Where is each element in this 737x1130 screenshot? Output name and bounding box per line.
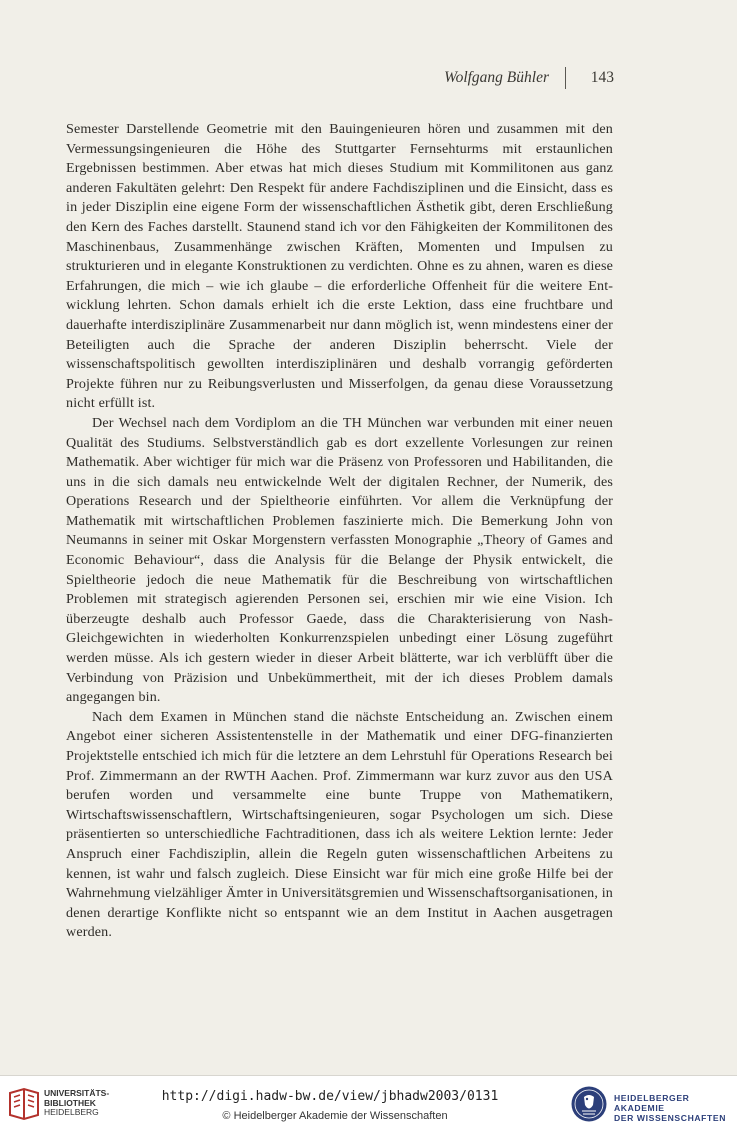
copyright-notice: © Heidelberger Akademie der Wissenschaften bbox=[222, 1110, 448, 1122]
paragraph-1: Semester Darstellende Geometrie mit den Bauingenieuren hören und zusammen mit den Vermessungsingenieuren die Höhe des Stuttgarter Fernsehturms mit erstaunlichen Ergebnissen bestimmen. Aber etwas hat mich dieses Studium mit Kommilitonen aus ganz anderen Fakultäten gelehrt: Den Respekt für andere Fachdisziplinen und die Einsicht, dass es in jeder Disziplin eine eigene Form der wissenschaftlichen Ästhetik gibt, deren Erschließung den Kern des Faches darstellt. Staunend stand ich vor den Fähigkeiten der Kommilitonen des Maschinenbaus, Zusammenhänge zwischen Kräften, Momenten und Impulsen zu strukturieren und in elegante Konstruktionen zu verdichten. Ohne es zu ahnen, waren es diese Erfahrungen, die mich – wie ich glaube – die erforderliche Offenheit für die weitere Entwicklung lehrten. Schon damals erhielt ich die erste Lektion, dass eine fruchtbare und dauerhafte interdisziplinäre Zusammenarbeit nur dann möglich ist, wenn mindestens einer der Beteiligten auch die Sprache der anderen Disziplin beherrscht. Viele der wissenschaftspolitisch gewollten interdisziplinären und deshalb vorrangig geförderten Projekte führen nur zu Reibungsverlusten und Misserfolgen, da genau diese Voraussetzung nicht erfüllt ist. bbox=[66, 121, 613, 412]
academy-name[interactable] bbox=[614, 1093, 737, 1123]
page-number: 143 bbox=[590, 69, 614, 86]
running-header-author: Wolfgang Bühler bbox=[444, 69, 549, 86]
body-text bbox=[66, 120, 613, 943]
academy-name-line-1: HEIDELBERGER AKADEMIE bbox=[614, 1093, 690, 1113]
header-divider bbox=[565, 67, 566, 89]
library-name-line-2: BIBLIOTHEK bbox=[44, 1097, 96, 1108]
paragraph-2: Der Wechsel nach dem Vordiplom an die TH München war verbunden mit einer neuen Qualität des Studiums. Selbstverständlich gab es dort exzellente Vorlesungen zur reinen Mathematik. Aber wichtiger für mich war die Präsenz von Professoren und Habilitanden, die uns in die sich damals neu entwickelnde Welt der digitalen Rechner, der Numerik, des Operations Research und der Spieltheorie einführten. Vor allem die Verknüpfung der Mathematik mit wirtschaftlichen Problemen faszinierte mich. Die Bemerkung John von Neumanns in seiner mit Oskar Morgenstern verfassten Monographie „Theory of Games and Economic Behaviour“, dass die Analysis für die Belange der Physik entwickelt, die Spieltheorie jedoch die neue Mathematik für die Beschreibung von wirtschaftlichen Problemen mit strategisch agierenden Personen sei, erschien mir wie eine Vision. Ich überzeugte deshalb auch Professor Gaede, dass die Charakterisierung von Nash-Gleichgewichten in wiederholten Konkurrenzspielen unbedingt einer Lösung zugeführt werden müsse. Als ich gestern wieder in dieser Arbeit blätterte, war ich verblüfft über die Verbindung von Präzision und Unbekümmertheit, mit der ich dieses Problem damals angegangen bin. bbox=[66, 414, 613, 706]
academy-name-line-2: DER WISSENSCHAFTEN bbox=[614, 1113, 727, 1123]
library-name-line-1: UNIVERSITÄTS- bbox=[44, 1088, 110, 1098]
academy-seal-icon[interactable] bbox=[570, 1085, 608, 1123]
library-name-line-3: HEIDELBERG bbox=[44, 1107, 99, 1117]
paragraph-3: Nach dem Examen in München stand die nächste Entscheidung an. Zwischen einem Angebot einer sicheren Assistentenstelle in der Mathematik und einer DFG-finanzierten Projektstelle entschied ich mich für die letztere an dem Lehrstuhl für Operations Research bei Prof. Zimmermann an der RWTH Aachen. Prof. Zimmermann war kurz zuvor aus den USA berufen worden und versammelte eine bunte Truppe von Mathematikern, Wirtschaftswissenschaftlern, Wirtschaftsingenieuren, sogar Psychologen um sich. Diese präsentierten so unterschiedliche Fachtraditionen, dass ich als weitere Lektion lernte: Jeder Anspruch einer Fachdisziplin, allein die Regeln guten wissenschaftlichen Arbeitens zu kennen, ist wahr und falsch zugleich. Diese Einsicht war für mich eine große Hilfe bei der Wahrnehmung vielzähliger Ämter in Universitätsgremien und Wissenschaftsorganisationen, in denen derartige Konflikte nicht so entspannt wie an dem Institut in Aachen ausgetragen werden. bbox=[66, 708, 613, 941]
running-header bbox=[400, 67, 614, 93]
permalink-url[interactable]: http://digi.hadw-bw.de/view/jbhadw2003/0131 bbox=[161, 1089, 499, 1104]
viewer-footer bbox=[0, 1075, 737, 1130]
